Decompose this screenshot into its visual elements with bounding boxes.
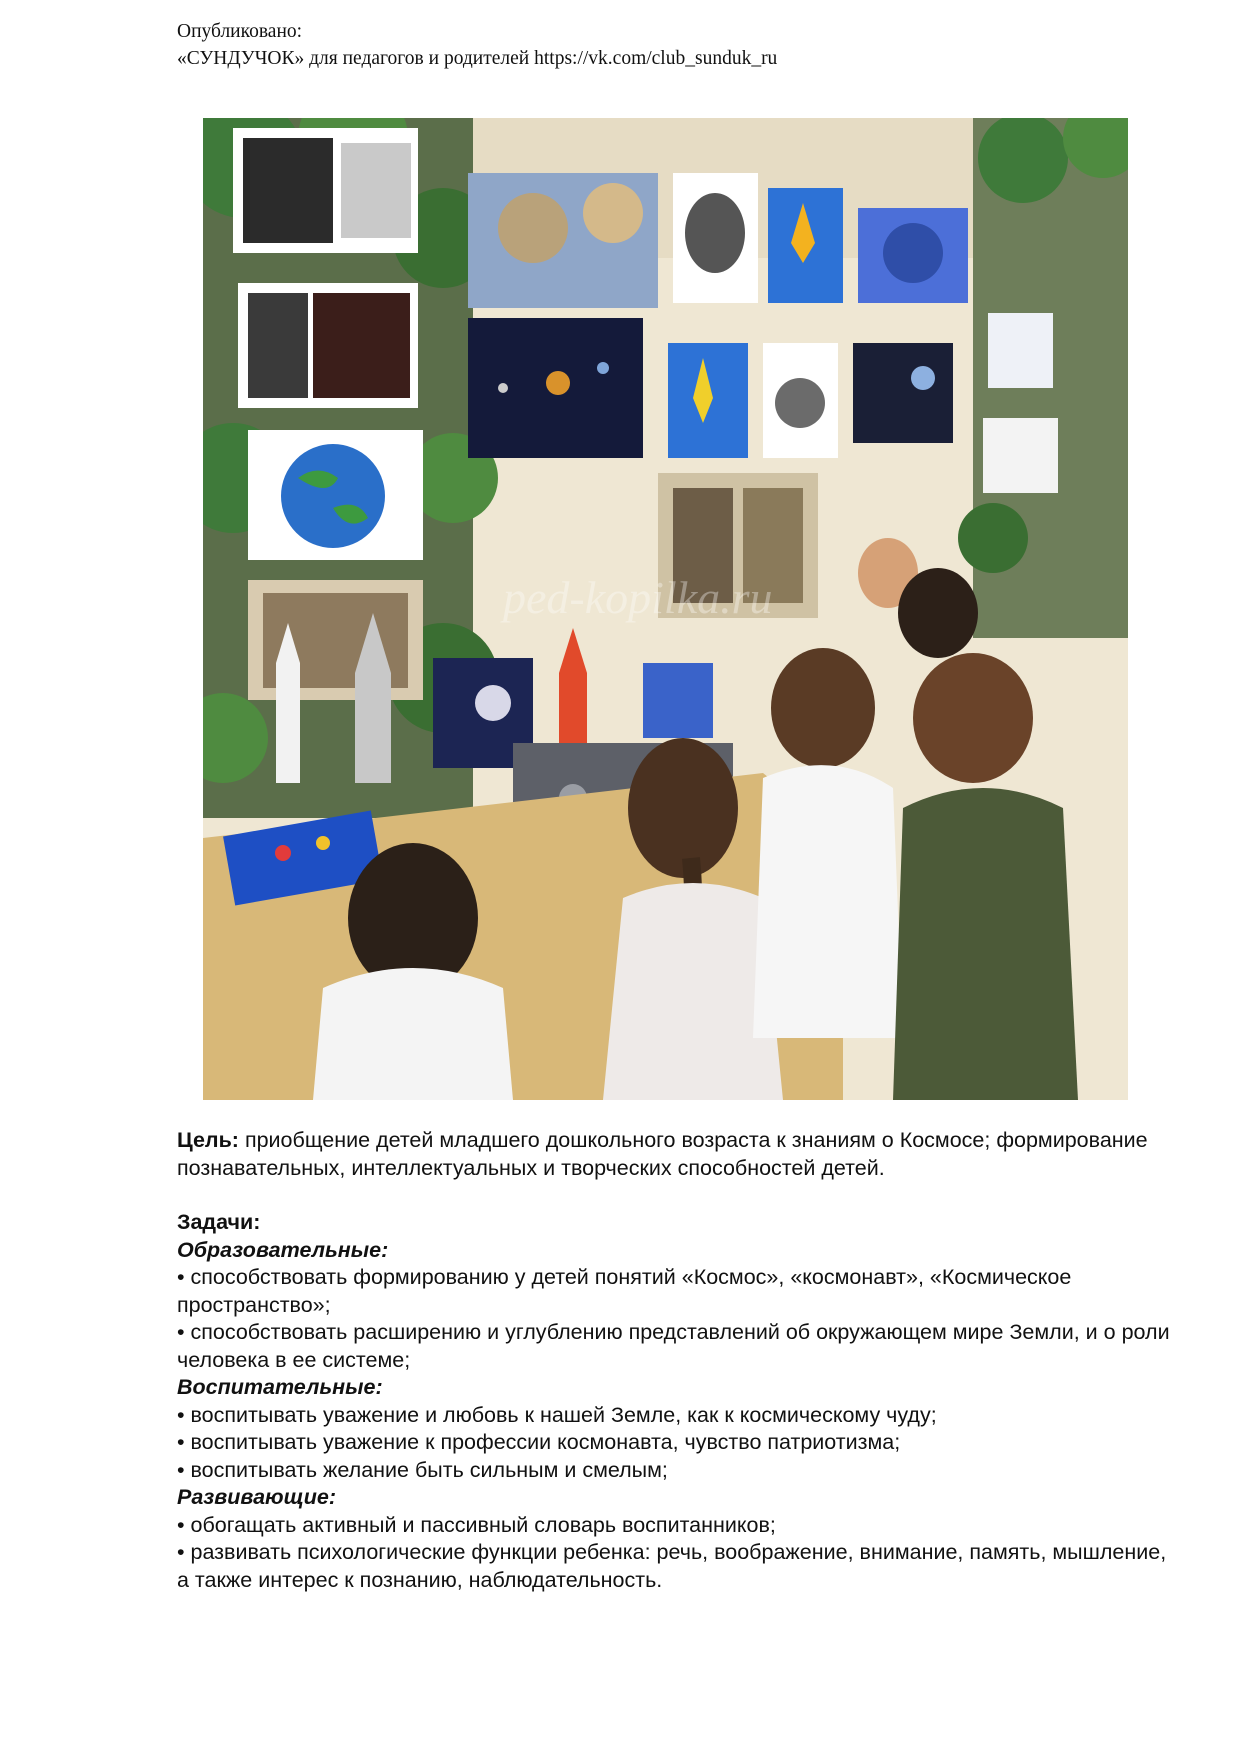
task-item: • воспитывать желание быть сильным и смелым; bbox=[177, 1457, 668, 1482]
publication-header bbox=[177, 18, 777, 72]
published-label: Опубликовано: bbox=[177, 21, 303, 42]
tasks-heading: Задачи: bbox=[177, 1210, 261, 1234]
task-item: • развивать психологические функции ребенка: речь, воображение, внимание, память, мышление, а также интерес к познанию, наблюдательность. bbox=[177, 1540, 1167, 1592]
tasks-group-title: Образовательные: bbox=[177, 1237, 389, 1262]
exhibition-photo bbox=[203, 118, 1128, 1100]
document-body bbox=[177, 1127, 1177, 1594]
tasks-group-title: Воспитательные: bbox=[177, 1375, 383, 1399]
task-item: • способствовать расширению и углублению представлений об окружающем мире Земли, и о роли человека в ее системе; bbox=[177, 1320, 1170, 1372]
goal-paragraph bbox=[177, 1127, 1177, 1182]
task-item: • воспитывать уважение к профессии космонавта, чувство патриотизма; bbox=[177, 1430, 901, 1454]
task-item: • обогащать активный и пассивный словарь воспитанников; bbox=[177, 1512, 776, 1537]
task-item: • воспитывать уважение и любовь к нашей Земле, как к космическому чуду; bbox=[177, 1402, 937, 1427]
photo-illustration bbox=[203, 118, 1128, 1100]
photo-watermark: ped-kopilka.ru bbox=[503, 572, 773, 623]
tasks-group-title: Развивающие: bbox=[177, 1485, 336, 1509]
task-item: • способствовать формированию у детей понятий «Космос», «космонавт», «Космическое пространство»; bbox=[177, 1265, 1072, 1317]
publisher-line: «СУНДУЧОК» для педагогов и родителей https://vk.com/club_sunduk_ru bbox=[177, 48, 778, 69]
goal-text: приобщение детей младшего дошкольного возраста к знаниям о Космосе; формирование познавательных, интеллектуальных и творческих способностей детей. bbox=[177, 1128, 1148, 1180]
goal-label: Цель: bbox=[177, 1128, 239, 1152]
